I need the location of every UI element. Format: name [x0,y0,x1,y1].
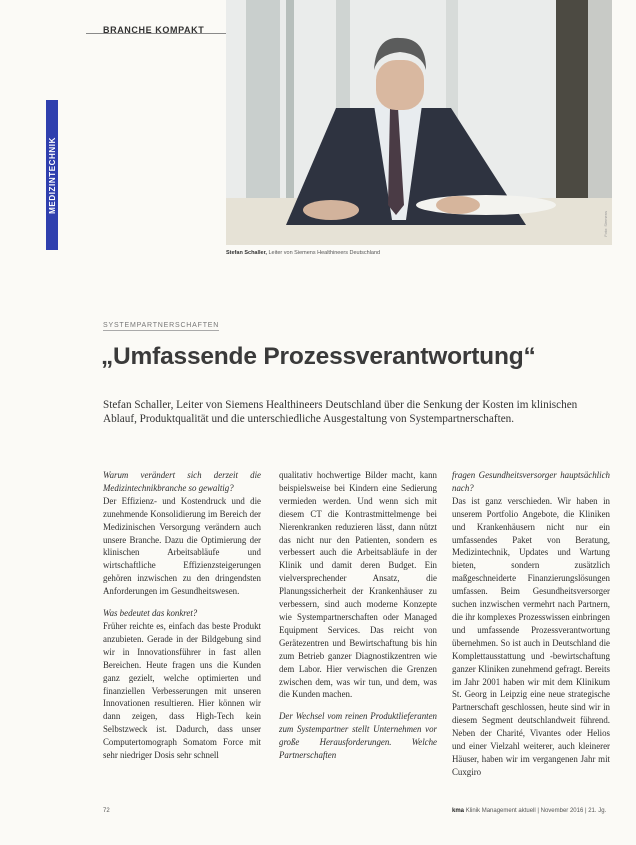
article-lead: Stefan Schaller, Leiter von Siemens Healthineers Deutschland über die Senkung der Kosten im klinischen Ablauf, Produktqualität und die unterschiedliche Ausgestaltung von Systempartnerschaften. [103,399,578,425]
qa-block [279,469,437,701]
portrait-photo [226,0,612,245]
magazine-name: kma [452,808,465,814]
interview-question: Was bedeutet das konkret? [103,608,198,619]
caption-name: Stefan Schaller, [226,250,267,256]
category-side-tab [46,100,58,250]
text-column-3 [452,469,610,788]
issue-info: Klinik Management aktuell | November 2016 | 21. Jg. [465,808,607,814]
interview-answer: Früher reichte es, einfach das beste Produkt anzubieten. Gerade in der Bildgebung sind wir in Innovationsführer in fast allen Bereichen. Heute fragen uns die Kunden ganz gezielt, welche optimierten und finanziellen Verbesserungen mit unseren Innovationen resultieren. Hier können wir dann zeigen, dass High-Tech kein Selbstzweck ist. Dadurch, dass unser Computertomograph Somatom Force mit sehr niedriger Dosis sehr schnell [103,620,261,761]
interview-question: Warum verändert sich derzeit die Medizintechnikbranche so gewaltig? [103,470,261,493]
interview-answer: qualitativ hochwertige Bilder macht, kann beispielsweise bei Kindern eine Sedierung vermieden werden. Und wenn sich mit diesem CT die Kontrastmittelmenge bei Nierenkranken reduzieren lässt, dann nützt das nicht nur den Patienten, sondern es verbessert auch die Arbeitsabläufe in der Klinik und damit deren Budget. Ein vielversprechender Ansatz, die Planungssicherheit der Krankenhäuser zu verbessern, sind auch moderne Konzepte wie Systempartnerschaften oder Managed Equipment Services. Das reicht von Gerätezentren und Bewirtschaftung bis hin zum Betrieb ganzer Diagnostikzentren wie dem Labor. Hier verwischen die Grenzen zwischen dem, was wir tun, und dem, was die Kunden machen. [279,470,437,700]
text-column-1 [103,469,261,771]
qa-block [279,710,437,762]
interview-answer: Das ist ganz verschieden. Wir haben in unserem Portfolio Angebote, die Kliniken und Krankenhäusern nicht nur ein umfassendes Paket von Beratung, Medizintechnik, Updates und Wartung bieten, sondern zusätzlich maßgeschneiderte Finanzierungslösungen umfassen. Beim Gesundheitsversorger suchen inzwischen vermehrt nach Partnern, die ihr komplexes Prozesswissen einbringen und umfassende Prozessverantwortung übernehmen. So ist auch in Deutschland die Komplettausstattung und -bewirtschaftung ganzer Kliniken zunehmend gefragt. Bereits im Jahr 2001 haben wir mit dem Klinikum St. Georg in Leipzig eine neue strategische Partnerschaft geschlossen, heute sind wir in diesem Segment deutschlandweit führend. Neben der Charité, Vivantes oder Helios und einer Vielzahl weiterer, auch kleinerer Häuser, haben wir im vergangenen Jahr mit Cuxgiro [452,495,610,777]
page-number: 72 [103,808,110,814]
category-label: MEDIZINTECHNIK [47,136,57,214]
photo-credit: Foto: Siemens [603,211,608,237]
text-column-2 [279,469,437,771]
caption-text: Leiter von Siemens Healthineers Deutschland [268,250,381,256]
interview-question: Der Wechsel vom reinen Produktlieferanten zum Systempartner stellt Unternehmen vor große Herausforderungen. Welche Partnerschaften [279,711,437,761]
topic-kicker: SYSTEMPARTNERSCHAFTEN [103,322,220,329]
photo-caption [226,250,380,256]
qa-block [452,469,610,779]
interview-answer: Der Effizienz- und Kostendruck und die zunehmende Konsolidierung im Bereich der Medizinischen Versorgung verändern auch unsere Branche. Dazu die Optimierung der klinischen Arbeitsabläufe und wirtschaftliche Effizienzsteigerungen gehören inzwischen zu den dringendsten Anforderungen im Gesundheitswesen. [103,495,261,597]
qa-block [103,469,261,598]
interview-question: fragen Gesundheitsversorger hauptsächlich nach? [452,470,610,493]
portrait-illustration [226,0,612,245]
section-label: BRANCHE KOMPAKT [103,25,205,35]
article-headline: „Umfassende Prozessverantwortung“ [101,343,536,370]
qa-block [103,607,261,762]
magazine-footer [452,808,606,814]
